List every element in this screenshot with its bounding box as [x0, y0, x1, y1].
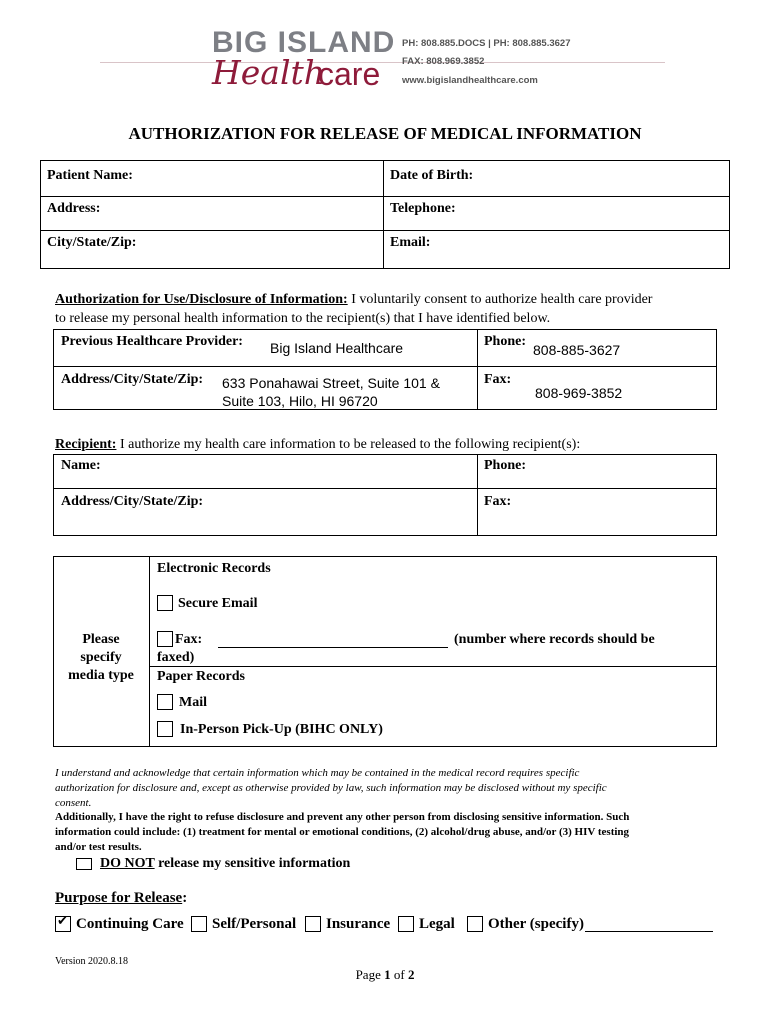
recipient-paragraph: Recipient: I authorize my health care information to be released to the following recipient(s):	[55, 437, 581, 452]
disclosure-bold-1: Additionally, I have the right to refuse disclosure and prevent any other person from disclosing sensitive information. Such	[55, 811, 630, 823]
address-label: Address:	[47, 201, 101, 216]
header-web: www.bigislandhealthcare.com	[402, 75, 538, 86]
do-not-release-checkbox[interactable]	[76, 858, 92, 870]
provider-fax-label: Fax:	[484, 372, 512, 387]
recipient-name-label: Name:	[61, 458, 101, 473]
disclosure-bold-2: information could include: (1) treatment for mental or emotional conditions, (2) alcohol/drug abuse, and/or (3) HIV testing	[55, 826, 630, 838]
provider-address-value-1: 633 Ponahawai Street, Suite 101 &	[222, 375, 440, 391]
patient-name-label: Patient Name:	[47, 168, 133, 183]
legal-label: Legal	[419, 916, 455, 932]
fax-checkbox[interactable]	[157, 631, 173, 647]
disclosure-italic-3: consent.	[55, 797, 92, 809]
fax-number-field[interactable]	[218, 647, 448, 648]
recipient-address-label: Address/City/State/Zip:	[61, 494, 204, 509]
fax-label: Fax:	[175, 632, 203, 647]
email-label: Email:	[390, 235, 431, 250]
media-table	[53, 556, 717, 747]
mail-label: Mail	[179, 695, 207, 710]
secure-email-label: Secure Email	[178, 596, 258, 611]
provider-value: Big Island Healthcare	[270, 340, 404, 356]
insurance-label: Insurance	[326, 916, 391, 932]
page-title: AUTHORIZATION FOR RELEASE OF MEDICAL INFORMATION	[128, 124, 642, 143]
authorization-heading: Authorization for Use/Disclosure of Information:	[55, 292, 348, 307]
provider-fax-value: 808-969-3852	[535, 385, 623, 401]
provider-address-label: Address/City/State/Zip:	[61, 372, 204, 387]
patient-table	[40, 160, 730, 269]
disclosure-italic-2: authorization for disclosure and, except as otherwise provided by law, such information may be disclosed without my specific	[55, 782, 607, 794]
pickup-label: In-Person Pick-Up (BIHC ONLY)	[180, 722, 383, 737]
do-not-release-label: DO NOT release my sensitive information	[100, 856, 351, 871]
provider-phone-label: Phone:	[484, 334, 526, 349]
logo-care: care	[318, 56, 381, 92]
other-specify-field[interactable]	[585, 931, 713, 932]
other-label: Other (specify)	[488, 916, 584, 932]
dob-label: Date of Birth:	[390, 168, 474, 183]
version-label: Version 2020.8.18	[55, 956, 129, 967]
other-checkbox[interactable]	[467, 916, 483, 932]
recipient-heading: Recipient:	[55, 437, 117, 452]
city-label: City/State/Zip:	[47, 235, 137, 250]
pickup-checkbox[interactable]	[157, 721, 173, 737]
self-personal-label: Self/Personal	[212, 916, 297, 932]
provider-phone-value: 808-885-3627	[533, 342, 621, 358]
secure-email-checkbox[interactable]	[157, 595, 173, 611]
disclosure-bold-3: and/or test results.	[55, 841, 142, 853]
header-fax: FAX: 808.969.3852	[402, 56, 485, 67]
insurance-checkbox[interactable]	[305, 916, 321, 932]
self-personal-checkbox[interactable]	[191, 916, 207, 932]
logo-health: Health	[212, 53, 326, 92]
disclosure-italic-1: I understand and acknowledge that certain information which may be contained in the medical record requires specific	[55, 767, 580, 779]
media-side-2: specify	[80, 650, 122, 665]
provider-label: Previous Healthcare Provider:	[61, 334, 243, 349]
paper-records-heading: Paper Records	[157, 669, 245, 684]
logo-big-island: BIG ISLAND	[212, 26, 396, 59]
header-phone: PH: 808.885.DOCS | PH: 808.885.3627	[402, 38, 571, 49]
logo-divider	[100, 62, 665, 63]
legal-checkbox[interactable]	[398, 916, 414, 932]
continuing-care-label: Continuing Care	[76, 916, 184, 932]
mail-checkbox[interactable]	[157, 694, 173, 710]
checkmark-icon: ✔	[57, 914, 68, 929]
fax-note: (number where records should be	[454, 632, 655, 647]
continuing-care-checkbox[interactable]	[55, 916, 71, 932]
telephone-label: Telephone:	[390, 201, 456, 216]
recipient-phone-label: Phone:	[484, 458, 526, 473]
fax-note-2: faxed)	[157, 650, 195, 665]
authorization-paragraph: Authorization for Use/Disclosure of Information: I voluntarily consent to authorize health care provider	[55, 292, 653, 307]
media-side-3: media type	[68, 668, 134, 683]
page-number: Page 1 of 2	[355, 967, 415, 982]
media-side-1: Please	[82, 632, 120, 647]
purpose-heading: Purpose for Release:	[55, 890, 188, 906]
recipient-fax-label: Fax:	[484, 494, 512, 509]
electronic-records-heading: Electronic Records	[157, 561, 271, 576]
provider-address-value-2: Suite 103, Hilo, HI 96720	[222, 393, 378, 409]
authorization-paragraph-2: to release my personal health information to the recipient(s) that I have identified below.	[55, 311, 551, 326]
